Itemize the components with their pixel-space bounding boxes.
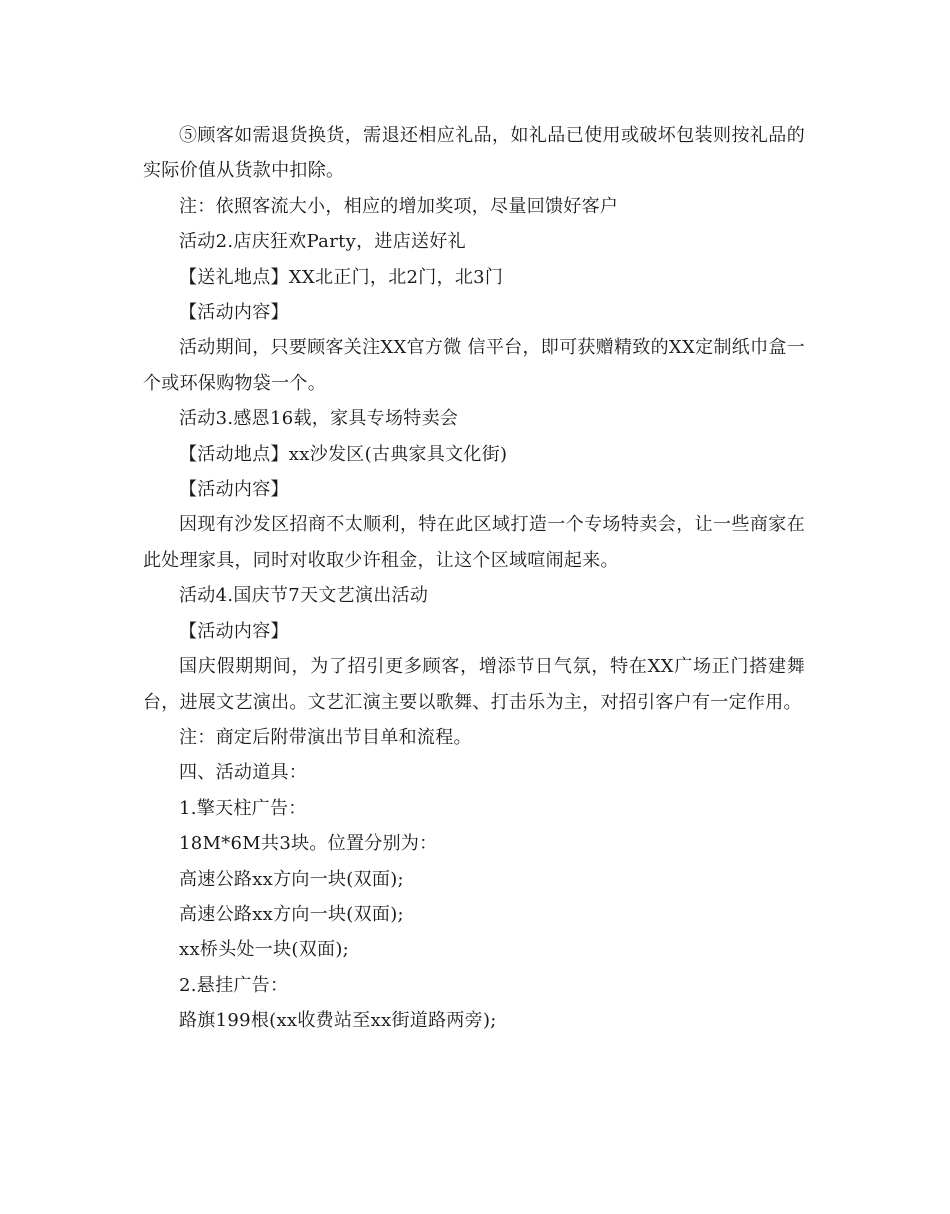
- paragraph-note-prizes: 注：依照客流大小，相应的增加奖项，尽量回馈好客户: [179, 195, 619, 217]
- paragraph-activity-3-title: 活动3.感恩16载，家具专场特卖会: [179, 408, 459, 430]
- paragraph-activity-location: 【活动地点】xx沙发区(古典家具文化街): [179, 443, 508, 465]
- document-body: [143, 118, 805, 1039]
- paragraph-location-2: 高速公路xx方向一块(双面);: [179, 903, 404, 925]
- paragraph-sofa-sale: 因现有沙发区招商不太顺利，特在此区域打造一个专场特卖会，让一些商家在此处理家具，同时对收取少许租金，让这个区域喧闹起来。: [143, 514, 805, 571]
- paragraph-location-3: xx桥头处一块(双面);: [179, 939, 350, 961]
- paragraph-note-program: 注：商定后附带演出节目单和流程。: [179, 726, 472, 748]
- paragraph-activity-content-heading: 【活动内容】: [179, 620, 289, 642]
- paragraph-activity-content-heading: 【活动内容】: [179, 302, 289, 324]
- paragraph-wechat-gift: 活动期间，只要顾客关注XX官方微 信平台，即可获赠精致的XX定制纸巾盒一个或环保购物袋一个。: [143, 337, 805, 394]
- paragraph-pillar-ads: 1.擎天柱广告：: [179, 797, 307, 819]
- paragraph-activity-2-title: 活动2.店庆狂欢Party，进店送好礼: [179, 231, 466, 253]
- paragraph-gift-location: 【送礼地点】XX北正门，北2门，北3门: [179, 266, 504, 288]
- paragraph-performance: 国庆假期期间，为了招引更多顾客，增添节日气氛，特在XX广场正门搭建舞台，进展文艺演出。文艺汇演主要以歌舞、打击乐为主，对招引客户有一定作用。: [143, 656, 805, 713]
- paragraph-hanging-ads: 2.悬挂广告：: [179, 974, 289, 996]
- paragraph-road-flags: 路旗199根(xx收费站至xx街道路两旁);: [179, 1010, 497, 1032]
- paragraph-location-1: 高速公路xx方向一块(双面);: [179, 868, 404, 890]
- paragraph-section-props: 四、活动道具：: [179, 762, 308, 784]
- paragraph-return-policy: ⑤顾客如需退货换货，需退还相应礼品，如礼品已使用或破坏包装则按礼品的实际价值从货款中扣除。: [143, 125, 805, 182]
- paragraph-activity-content-heading: 【活动内容】: [179, 479, 289, 501]
- paragraph-pillar-size: 18M*6M共3块。位置分别为：: [179, 833, 438, 855]
- paragraph-activity-4-title: 活动4.国庆节7天文艺演出活动: [179, 585, 429, 607]
